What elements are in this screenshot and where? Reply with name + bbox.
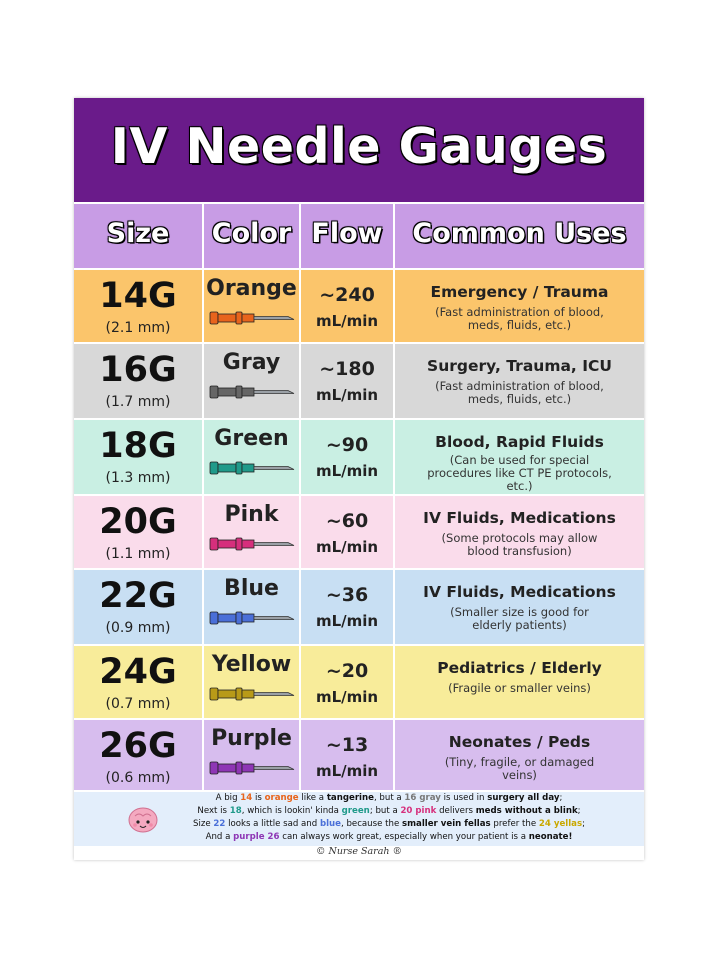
mnemonic-run: delivers <box>436 806 476 816</box>
mnemonic-line-1 <box>140 793 638 803</box>
color-cell <box>204 646 299 718</box>
size-cell <box>74 344 202 418</box>
gauge-diameter: (1.3 mm) <box>105 470 171 486</box>
mnemonic-run: 20 pink <box>400 806 437 816</box>
uses-cell <box>395 270 644 342</box>
flow-unit: mL/min <box>315 462 379 480</box>
mnemonic-run: ; <box>582 819 585 829</box>
size-cell <box>74 270 202 342</box>
header-flow-label: Flow <box>311 218 383 249</box>
flow-rate: ~13 <box>325 734 369 756</box>
flow-cell <box>301 720 393 790</box>
use-note-line: meds, fluids, etc.) <box>467 392 572 406</box>
common-use: Blood, Rapid Fluids <box>435 433 604 451</box>
gauge-color-name: Blue <box>224 576 279 601</box>
gauge-color-name: Gray <box>222 350 281 375</box>
iv-needle-icon <box>204 646 299 718</box>
mnemonic-run: ; <box>577 806 581 816</box>
iv-needle-icon <box>204 344 299 418</box>
use-note-line: blood transfusion) <box>467 544 572 558</box>
common-use: Neonates / Peds <box>448 733 591 751</box>
flow-cell <box>301 496 393 568</box>
use-note-line: veins) <box>502 768 537 782</box>
page-title: IV Needle Gauges <box>110 118 608 175</box>
color-cell <box>204 344 299 418</box>
flow-unit: mL/min <box>315 612 379 630</box>
gauge-color-name: Yellow <box>211 652 292 677</box>
poster <box>74 98 644 860</box>
gauge-size: 20G <box>99 502 177 542</box>
mnemonic-run: like a <box>298 793 327 803</box>
mnemonic-run: looks a little sad and <box>225 819 320 829</box>
header-color <box>204 204 299 268</box>
gauge-diameter: (0.6 mm) <box>105 770 171 786</box>
header-uses <box>395 204 644 268</box>
title-bar <box>74 98 644 202</box>
mnemonic-run: And a <box>205 832 234 842</box>
mnemonic-run: surgery all day <box>487 793 560 803</box>
uses-cell <box>395 646 644 718</box>
flow-unit: mL/min <box>315 386 379 404</box>
flow-unit: mL/min <box>315 688 379 706</box>
mnemonic-run: smaller vein fellas <box>401 819 491 829</box>
color-cell <box>204 570 299 644</box>
color-cell <box>204 720 299 790</box>
use-note-line: (Smaller size is good for <box>450 605 589 619</box>
use-note-line: (Can be used for special <box>449 453 590 467</box>
mnemonic-run: Size <box>193 819 214 829</box>
flow-rate: ~60 <box>325 510 369 532</box>
mnemonic-run: is <box>252 793 265 803</box>
flow-rate: ~180 <box>319 358 375 380</box>
color-cell <box>204 496 299 568</box>
iv-needle-icon <box>204 720 299 790</box>
common-use: Emergency / Trauma <box>430 283 609 301</box>
flow-rate: ~20 <box>325 660 369 682</box>
header-size-label: Size <box>106 218 170 249</box>
mnemonic-run: 18 <box>229 806 242 816</box>
gauge-diameter: (1.7 mm) <box>105 394 171 410</box>
uses-cell <box>395 570 644 644</box>
size-cell <box>74 646 202 718</box>
size-cell <box>74 420 202 494</box>
mnemonic-run: , but a <box>373 793 405 803</box>
flow-unit: mL/min <box>315 538 379 556</box>
mnemonic-run: orange <box>264 793 299 803</box>
flow-cell <box>301 570 393 644</box>
mnemonic-line-3 <box>140 819 638 829</box>
use-note-line: (Some protocols may allow <box>441 531 598 545</box>
gauge-color-name: Orange <box>206 276 297 301</box>
header-size <box>74 204 202 268</box>
mnemonic-box <box>74 792 644 846</box>
use-note-line: (Fast administration of blood, <box>435 305 604 319</box>
common-use: IV Fluids, Medications <box>423 583 616 601</box>
mnemonic-run: A big <box>215 793 241 803</box>
color-cell <box>204 270 299 342</box>
use-note-line: procedures like CT PE protocols, <box>427 466 612 480</box>
gauge-color-name: Pink <box>224 502 279 527</box>
gauge-size: 24G <box>99 652 177 692</box>
mnemonic-run: prefer the <box>490 819 539 829</box>
mnemonic-run: is used in <box>440 793 488 803</box>
common-use: Pediatrics / Elderly <box>437 659 602 677</box>
use-note-line: etc.) <box>506 479 533 493</box>
flow-unit: mL/min <box>315 312 379 330</box>
mnemonic-run: ; <box>559 793 563 803</box>
gauge-size: 14G <box>99 276 177 316</box>
use-note-line: (Tiny, fragile, or damaged <box>444 755 595 769</box>
mnemonic-run: 24 yellas <box>538 819 583 829</box>
mnemonic-run: green <box>341 806 370 816</box>
flow-cell <box>301 420 393 494</box>
mnemonic-run: 16 gray <box>404 793 441 803</box>
iv-needle-icon <box>204 570 299 644</box>
color-cell <box>204 420 299 494</box>
size-cell <box>74 570 202 644</box>
header-color-label: Color <box>211 218 292 249</box>
brand-signature: © Nurse Sarah ® <box>74 846 644 860</box>
mnemonic-line-2 <box>140 806 638 816</box>
iv-needle-icon <box>204 270 299 342</box>
mnemonic-run: meds without a blink <box>475 806 578 816</box>
use-note-line: meds, fluids, etc.) <box>467 318 572 332</box>
mnemonic-run: , because the <box>340 819 402 829</box>
size-cell <box>74 496 202 568</box>
use-note-line: (Fragile or smaller veins) <box>448 681 591 695</box>
gauge-size: 26G <box>99 726 177 766</box>
uses-cell <box>395 344 644 418</box>
gauge-size: 18G <box>99 426 177 466</box>
gauge-diameter: (0.7 mm) <box>105 696 171 712</box>
mnemonic-run: , which is lookin' kinda <box>241 806 342 816</box>
common-use: Surgery, Trauma, ICU <box>427 357 612 375</box>
gauge-color-name: Green <box>214 426 289 451</box>
flow-cell <box>301 344 393 418</box>
use-note-line: (Fast administration of blood, <box>435 379 604 393</box>
flow-rate: ~36 <box>325 584 369 606</box>
gauge-size: 22G <box>99 576 177 616</box>
mnemonic-run: can always work great, especially when your patient is a <box>279 832 529 842</box>
mnemonic-run: Next is <box>197 806 230 816</box>
mnemonic-run: purple 26 <box>233 832 280 842</box>
mnemonic-run: blue <box>319 819 341 829</box>
flow-cell <box>301 646 393 718</box>
mnemonic-run: ; but a <box>369 806 401 816</box>
uses-cell <box>395 720 644 790</box>
flow-rate: ~90 <box>325 434 369 456</box>
gauge-diameter: (1.1 mm) <box>105 546 171 562</box>
use-note-line: elderly patients) <box>472 618 567 632</box>
header-flow <box>301 204 393 268</box>
flow-unit: mL/min <box>315 762 379 780</box>
mnemonic-run: 14 <box>240 793 253 803</box>
iv-needle-icon <box>204 496 299 568</box>
flow-rate: ~240 <box>319 284 375 306</box>
common-use: IV Fluids, Medications <box>423 509 616 527</box>
gauge-diameter: (2.1 mm) <box>105 320 171 336</box>
mnemonic-line-4 <box>140 832 638 842</box>
mnemonic-run: 22 <box>213 819 226 829</box>
uses-cell <box>395 496 644 568</box>
mnemonic-run: neonate! <box>528 832 573 842</box>
uses-cell <box>395 420 644 494</box>
iv-needle-icon <box>204 420 299 494</box>
flow-cell <box>301 270 393 342</box>
gauge-size: 16G <box>99 350 177 390</box>
size-cell <box>74 720 202 790</box>
mnemonic-run: tangerine <box>326 793 374 803</box>
header-uses-label: Common Uses <box>412 218 627 249</box>
gauge-color-name: Purple <box>211 726 292 751</box>
gauge-diameter: (0.9 mm) <box>105 620 171 636</box>
